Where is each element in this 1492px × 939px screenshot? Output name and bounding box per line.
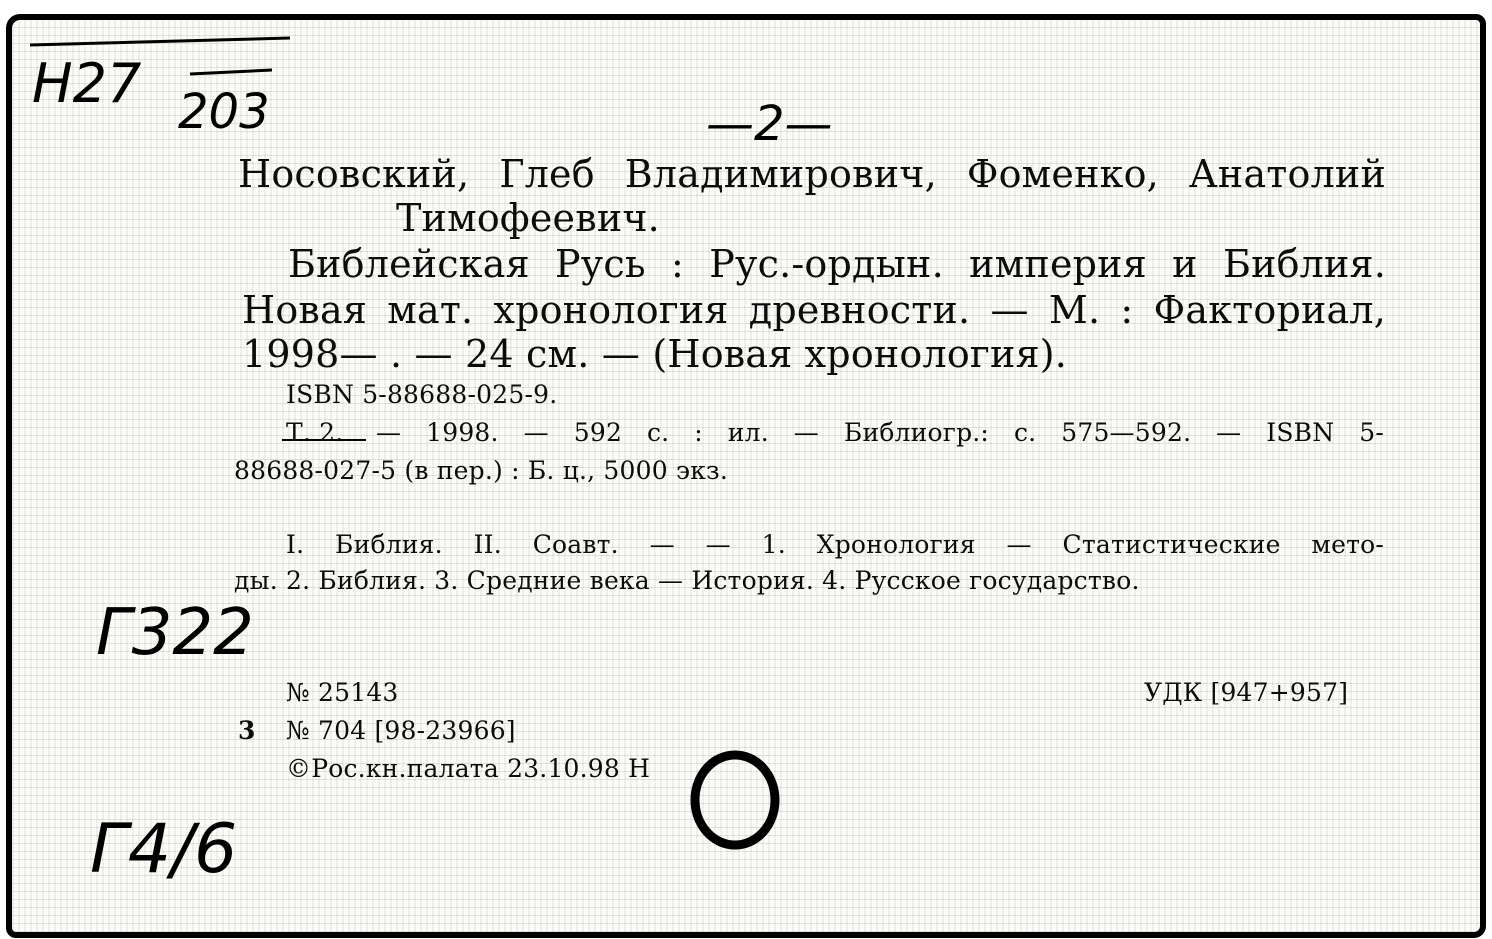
subject-line-2: ды. 2. Библия. 3. Средние века — История. 4. Русское государство. <box>234 566 1140 595</box>
handwritten-code-denominator: 203 <box>178 84 270 140</box>
entry-isbn-main: ISBN 5-88688-025-9. <box>286 380 558 409</box>
handwritten-card-number: —2— <box>706 96 833 152</box>
handwritten-code-top: Н27 <box>32 52 142 115</box>
top-rule <box>30 38 290 45</box>
entry-heading-continued: Тимофеевич. <box>396 196 660 240</box>
entry-title-line-3: 1998— . — 24 см. — (Новая хронология). <box>242 332 1068 376</box>
entry-volume-line-2: 88688-027-5 (в пер.) : Б. ц., 5000 экз. <box>234 456 729 485</box>
handwritten-code-mid: Г322 <box>96 596 254 670</box>
entry-heading: Носовский, Глеб Владимирович, Фоменко, Анатолий <box>238 152 1386 196</box>
entry-title-line-2: Новая мат. хронология древности. — М. : Факториал, <box>242 288 1386 332</box>
entry-title-line-1: Библейская Русь : Рус.-ордын. империя и Библия. <box>288 242 1386 286</box>
entry-volume-line-1: — 1998. — 592 с. : ил. — Библиогр.: с. 575—592. — ISBN 5- <box>376 418 1384 447</box>
footer-order: № 704 [98-23966] <box>286 716 516 745</box>
subject-line-1: I. Библия. II. Соавт. — — 1. Хронология — Статистические мето- <box>286 530 1384 559</box>
punched-hole <box>695 755 775 845</box>
entry-volume-label: Т. 2. <box>286 418 344 447</box>
footer-copy-prefix: 3 <box>238 716 256 745</box>
footer-copyright: ©Рос.кн.палата 23.10.98 Н <box>286 754 651 783</box>
handwritten-code-bottom: Г4/6 <box>90 810 238 889</box>
fraction-bar <box>190 70 272 74</box>
footer-udk: УДК [947+957] <box>1144 678 1349 707</box>
footer-number: № 25143 <box>286 678 399 707</box>
